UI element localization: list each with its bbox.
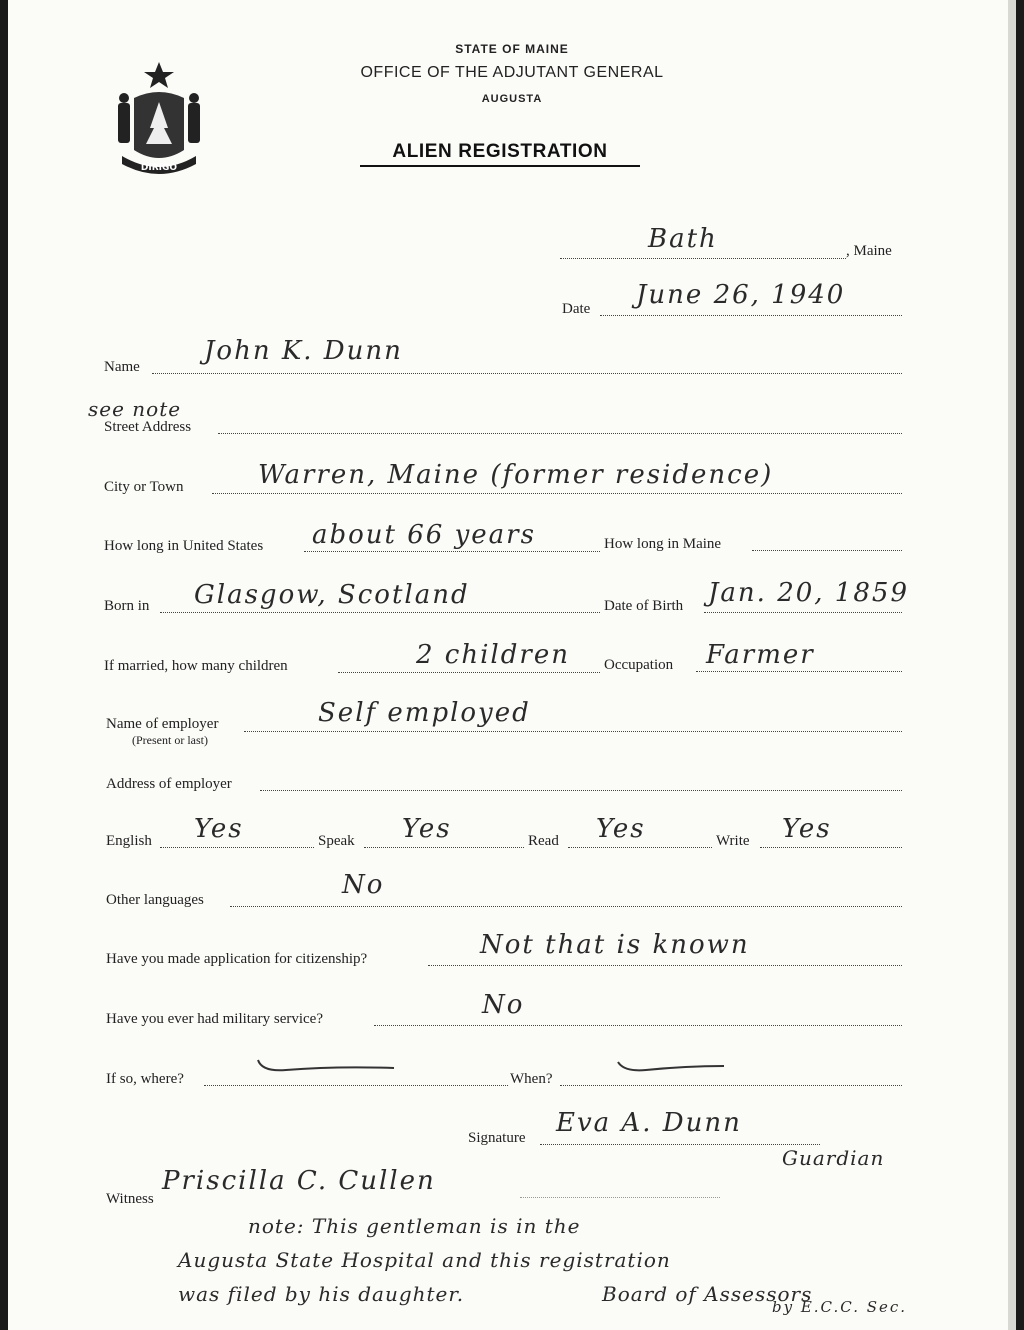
svg-text:DIRIGO: DIRIGO (140, 163, 178, 173)
signature-value: Eva A. Dunn (556, 1108, 742, 1138)
city-line (212, 493, 902, 494)
speak-label: Speak (318, 833, 355, 849)
guardian-value: Guardian (782, 1146, 885, 1170)
dob-value: Jan. 20, 1859 (708, 578, 909, 608)
speak-line (364, 847, 524, 848)
occupation-label: Occupation (604, 657, 674, 673)
employer-line (244, 731, 902, 732)
witness-value: Priscilla C. Cullen (162, 1166, 436, 1196)
employer-address-line (260, 790, 902, 791)
other-lang-value: No (342, 870, 385, 900)
other-lang-line (230, 906, 902, 907)
how-long-maine-line (752, 550, 902, 551)
board-signature: by E.C.C. Sec. (772, 1298, 908, 1316)
military-line (374, 1025, 902, 1026)
dob-line (704, 612, 902, 613)
city-value: Warren, Maine (former residence) (258, 460, 774, 490)
born-value: Glasgow, Scotland (194, 580, 470, 610)
office-heading: OFFICE OF THE ADJUTANT GENERAL (360, 64, 664, 81)
signature-label: Signature (468, 1130, 526, 1146)
citizenship-value: Not that is known (480, 930, 750, 960)
city-heading: AUGUSTA (481, 93, 543, 105)
board-value: Board of Assessors (602, 1282, 813, 1306)
english-label: English (106, 833, 152, 849)
english-line (160, 847, 314, 848)
how-long-maine-label: How long in Maine (604, 536, 722, 552)
how-long-us-value: about 66 years (312, 520, 536, 550)
write-line (760, 847, 902, 848)
where-dash-mark (256, 1054, 396, 1078)
name-value: John K. Dunn (204, 336, 403, 366)
when-label: When? (510, 1071, 553, 1087)
children-line (338, 672, 600, 673)
note-line-2: Augusta State Hospital and this registration (178, 1248, 671, 1272)
town-line (560, 258, 846, 259)
children-value: 2 children (416, 640, 570, 670)
employer-label: Name of employer (106, 716, 219, 732)
when-dash-mark (616, 1054, 726, 1078)
name-line (152, 373, 902, 374)
how-long-us-line (304, 551, 600, 552)
street-label: Street Address (104, 419, 192, 435)
english-value: Yes (194, 814, 244, 844)
where-line (204, 1085, 508, 1086)
born-label: Born in (104, 598, 150, 614)
other-lang-label: Other languages (106, 892, 204, 908)
dob-label: Date of Birth (604, 598, 684, 614)
when-line (560, 1085, 902, 1086)
military-value: No (482, 990, 525, 1020)
occupation-value: Farmer (706, 640, 815, 670)
witness-line (520, 1197, 720, 1198)
write-value: Yes (782, 814, 832, 844)
speak-value: Yes (402, 814, 452, 844)
date-line (600, 315, 902, 316)
employer-address-label: Address of employer (106, 776, 232, 792)
citizenship-line (428, 965, 902, 966)
where-label: If so, where? (106, 1071, 184, 1087)
registration-form-page (8, 0, 1016, 1330)
name-label: Name (104, 359, 140, 375)
citizenship-label: Have you made application for citizenship? (106, 951, 368, 967)
employer-sub-label: (Present or last) (132, 733, 208, 747)
note-line-1: note: This gentleman is in the (248, 1214, 581, 1238)
city-label: City or Town (104, 479, 184, 495)
state-heading: STATE OF MAINE (455, 42, 569, 56)
signature-line (540, 1144, 820, 1145)
town-value: Bath (648, 224, 718, 254)
employer-value: Self employed (318, 698, 531, 728)
read-line (568, 847, 712, 848)
read-value: Yes (596, 814, 646, 844)
how-long-us-label: How long in United States (104, 538, 264, 554)
children-label: If married, how many children (104, 658, 288, 674)
occupation-line (696, 671, 902, 672)
note-line-3: was filed by his daughter. (178, 1282, 465, 1306)
maine-label: , Maine (846, 243, 892, 259)
street-note: see note (88, 397, 182, 421)
date-label: Date (562, 301, 591, 317)
street-line (218, 433, 902, 434)
form-title: ALIEN REGISTRATION (360, 141, 640, 167)
read-label: Read (528, 833, 559, 849)
military-label: Have you ever had military service? (106, 1011, 323, 1027)
date-value: June 26, 1940 (636, 280, 846, 310)
write-label: Write (716, 833, 750, 849)
born-line (160, 612, 600, 613)
witness-label: Witness (106, 1191, 154, 1207)
